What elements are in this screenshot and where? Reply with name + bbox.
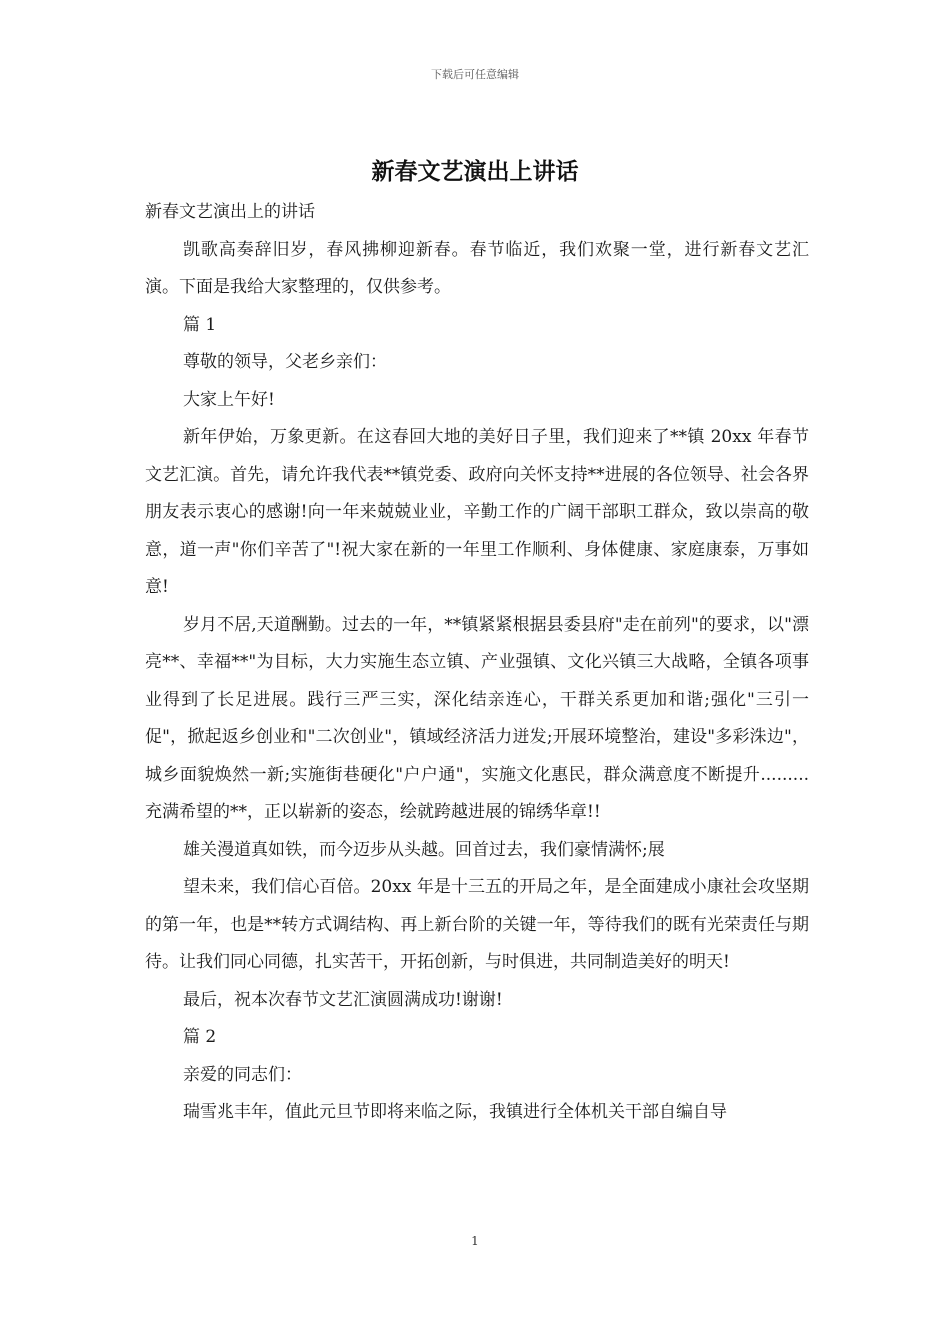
document-body <box>145 194 809 1132</box>
body-paragraph: 岁月不居,天道酬勤。过去的一年，**镇紧紧根据县委县府"走在前列"的要求，以"漂亮**、幸福**"为目标，大力实施生态立镇、产业强镇、文化兴镇三大战略，全镇各项事业得到了长足进展。践行三严三实，深化结亲连心，干群关系更加和谐;强化"三引一促"，掀起返乡创业和"二次创业"，镇域经济活力迸发;开展环境整治，建设"多彩洙边"，城乡面貌焕然一新;实施街巷硬化"户户通"，实施文化惠民，群众满意度不断提升.........充满希望的**，正以崭新的姿态，绘就跨越进展的锦绣华章!! <box>145 614 809 822</box>
subtitle-paragraph: 新春文艺演出上的讲话 <box>145 202 315 222</box>
header-note: 下载后可任意编辑 <box>431 68 519 81</box>
body-paragraph: 望未来，我们信心百倍。20xx 年是十三五的开局之年，是全面建成小康社会攻坚期的第一年，也是**转方式调结构、再上新台阶的关键一年，等待我们的既有光荣责任与期待。让我们同心同德，扎实苦干，开拓创新，与时俱进，共同制造美好的明天! <box>145 877 809 972</box>
salutation: 亲爱的同志们： <box>183 1064 302 1085</box>
salutation: 尊敬的领导，父老乡亲们： <box>183 352 387 372</box>
body-paragraph: 雄关漫道真如铁，而今迈步从头越。回首过去，我们豪情满怀;展 <box>183 839 665 860</box>
section-heading: 篇 1 <box>183 314 217 335</box>
body-paragraph: 瑞雪兆丰年，值此元旦节即将来临之际，我镇进行全体机关干部自编自导 <box>183 1102 727 1122</box>
closing-paragraph: 最后，祝本次春节文艺汇演圆满成功!谢谢! <box>183 989 503 1010</box>
page-number: 1 <box>471 1234 479 1248</box>
intro-paragraph: 凯歌高奏辞旧岁，春风拂柳迎新春。春节临近，我们欢聚一堂，进行新春文艺汇演。下面是我给大家整理的，仅供参考。 <box>145 239 809 297</box>
body-paragraph: 新年伊始，万象更新。在这春回大地的美好日子里，我们迎来了**镇 20xx 年春节文艺汇演。首先，请允许我代表**镇党委、政府向关怀支持**进展的各位领导、社会各界朋友表示衷心的感谢!向一年来兢兢业业，辛勤工作的广阔干部职工群众，致以崇高的敬意，道一声"你们辛苦了"!祝大家在新的一年里工作顺利、身体健康、家庭康泰，万事如意! <box>145 427 809 597</box>
greeting: 大家上午好! <box>183 389 275 410</box>
document-title: 新春文艺演出上讲话 <box>371 158 579 185</box>
section-heading: 篇 2 <box>183 1027 217 1047</box>
